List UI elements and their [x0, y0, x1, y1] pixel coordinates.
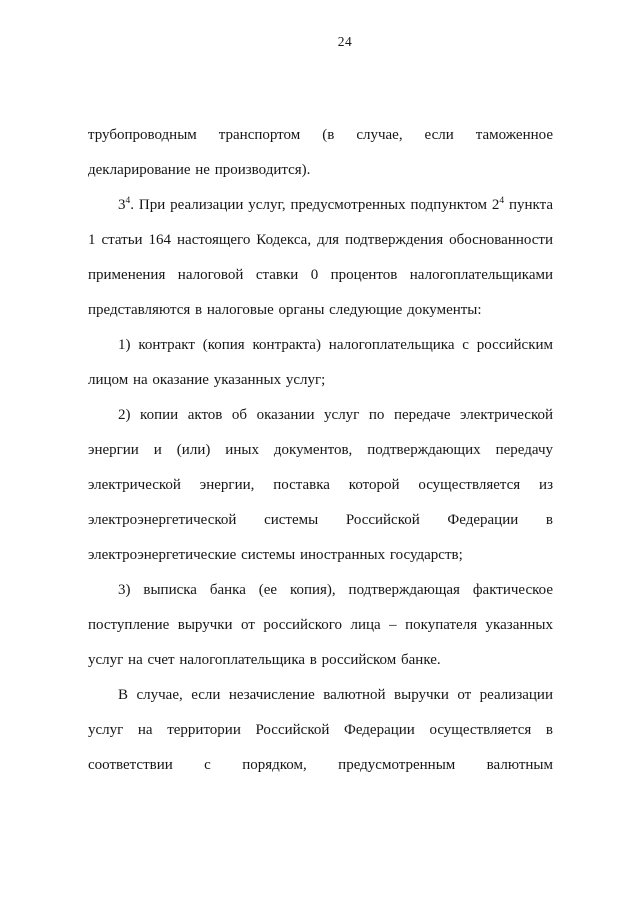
superscript-run: 4	[125, 196, 131, 206]
paragraph	[88, 678, 553, 783]
text-run: трубопроводным транспортом (в случае, если таможенное декларирование не производится).	[88, 127, 553, 178]
paragraph	[88, 398, 553, 573]
text-run: 3) выписка банка (ее копия), подтверждающая фактическое поступление выручки от российского лица – покупателя указанных услуг на счет налогоплательщика в российском банке.	[88, 582, 553, 668]
text-run: 2) копии актов об оказании услуг по передаче электрической энергии и (или) иных документов, подтверждающих передачу электрической энергии, поставка которой осуществляется из электроэнергетической системы Российской Федерации в электроэнергетические системы иностранных государств;	[88, 407, 553, 563]
paragraph	[88, 188, 553, 328]
paragraph	[88, 118, 553, 188]
page-number: 24	[337, 34, 353, 49]
paragraph	[88, 573, 553, 678]
paragraph	[88, 328, 553, 398]
text-run: пункта 1 статьи 164 настоящего Кодекса, для подтверждения обоснованности применения налоговой ставки 0 процентов налогоплательщиками представляются в налоговые органы следующие документы:	[88, 197, 553, 318]
text-run: 1) контракт (копия контракта) налогоплательщика с российским лицом на оказание указанных услуг;	[88, 337, 553, 388]
document-body	[88, 118, 553, 783]
text-run: В случае, если незачисление валютной выручки от реализации услуг на территории Российской Федерации осуществляется в соответствии с порядком, предусмотренным валютным	[88, 687, 553, 773]
text-run: 3	[118, 197, 126, 213]
superscript-run: 4	[499, 196, 505, 206]
text-run: . При реализации услуг, предусмотренных подпунктом 2	[130, 197, 500, 213]
